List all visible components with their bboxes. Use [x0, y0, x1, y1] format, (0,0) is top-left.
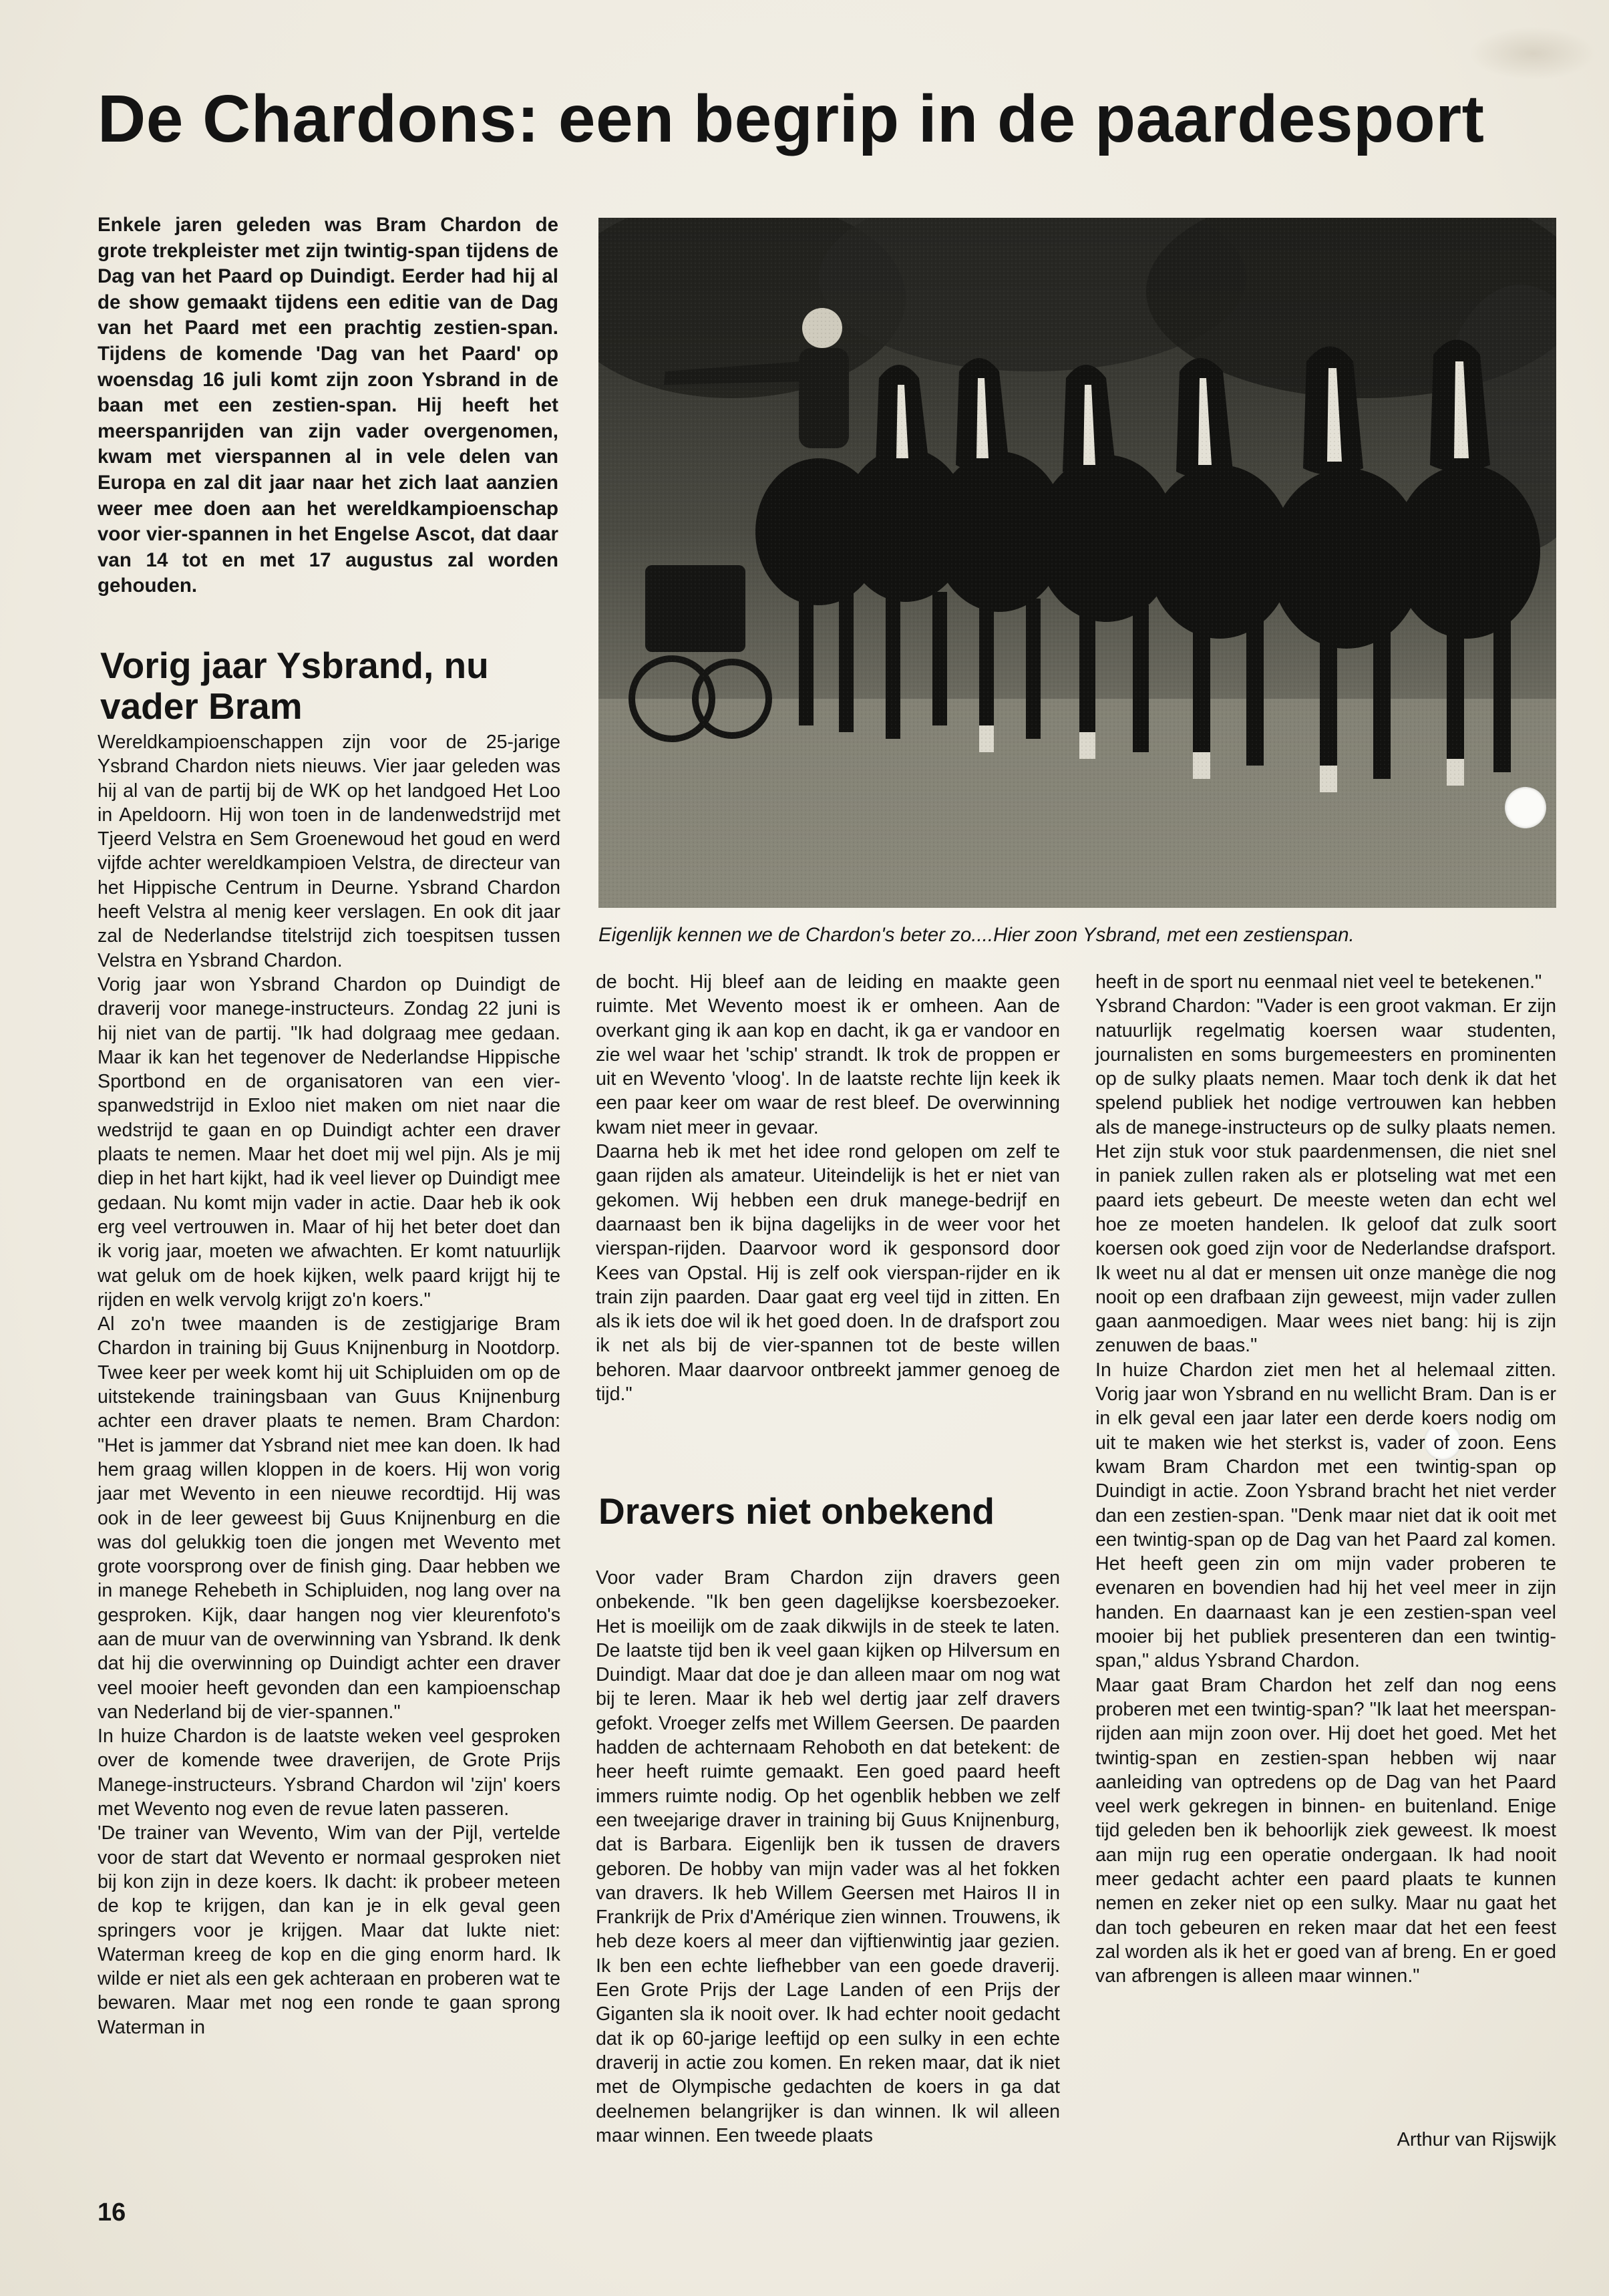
- paper-stain: [1469, 27, 1596, 80]
- paragraph: In huize Chardon is de laatste weken veel gesproken over de komende twee draverijen, de Grote Prijs Manege-instructeurs. Ysbrand Chardon wil 'zijn' koers met Wevento nog even de revue laten passeren.: [98, 1726, 560, 1820]
- photo-caption: Eigenlijk kennen we de Chardon's beter zo....Hier zoon Ysbrand, met een zestienspan.: [598, 924, 1355, 946]
- paragraph: de bocht. Hij bleef aan de leiding en maakte geen ruimte. Met Wevento moest ik er omheen. Aan de overkant ging ik aan kop en dacht, ik ga er vandoor en zie wel waar het 'schip' strandt. Ik trok de proppen er uit en Wevento 'vloog'. In de laatste rechte lijn keek ik een paar keer om waar de rest bleef. De overwinning kwam niet meer in gevaar.: [596, 971, 1060, 1138]
- paragraph: Voor vader Bram Chardon zijn dravers geen onbekende. "Ik ben geen dagelijkse koersbezoeker. Het is moeilijk om de zaak dikwijls in de steek te laten. De laatste tijd ben ik veel gaan kijken op Hilversum en Duindigt. Maar dat doe je dan alleen maar om nog wat bij te leren. Maar ik heb wel dertig jaar zelf dravers gefokt. Vroeger zelfs met Willem Geersen. De paarden hadden de achternaam Rehoboth en dat betekent: de heer heeft ruimte gemaakt. Een goed paard heeft immers ruimte nodig. Op het ogenblik hebben we zelf een tweejarige draver in training bij Guus Knijnenburg, dat is Barbara. Eigenlijk ben ik tussen de dravers geboren. De hobby van mijn vader was al het fokken van dravers. Ik heb Willem Geersen met Hairos II in Frankrijk de Prix d'Amérique zien winnen. Trouwens, ik heb deze koers al meer dan vijftienwintig jaar gezien. Ik ben een echte liefhebber van een goede draverij. Een Grote Prijs der Lage Landen of een Prijs der Giganten sla ik nooit over. Ik had echter nooit gedacht dat ik op 60-jarige leeftijd op een sulky in een echte draverij in actie zou komen. En reken maar, dat ik niet met de Olympische gedachten de koers in ga dat deelnemen belangrijker is dan winnen. Ik wil alleen maar winnen. Een tweede plaats: [596, 1567, 1060, 2146]
- paragraph: 'De trainer van Wevento, Wim van der Pijl, vertelde voor de start dat Wevento er normaal gesproken niet bij kon zijn in deze koers. Ik dacht: ik probeer meteen de kop te krijgen, dan kan je in elk geval geen springers voor je krijgen. Maar dat lukte niet: Waterman kreeg de kop en die ging enorm hard. Ik wilde er niet als een gek achteraan en proberen wat te bewaren. Maar met nog een ronde te gaan sprong Waterman in: [98, 1822, 560, 2038]
- column-1: [98, 730, 560, 2039]
- paragraph: Al zo'n twee maanden is de zestigjarige Bram Chardon in training bij Guus Knijnenburg in Nootdorp. Twee keer per week komt hij uit Schipluiden om op de uitstekende trainingsbaan van Guus Knijnenburg achter een draver plaats te nemen. Bram Chardon: "Het is jammer dat Ysbrand niet mee kan doen. Ik had hem graag willen kloppen in de koers. Hij won vorig jaar met Wevento in een nieuwe recordtijd. Hij was ook in de leer geweest bij Guus Knijnenburg en die was dol gelukkig toen die jongen met Wevento met grote voorsprong over de finish ging. Daar hebben we in manege Rehebeth in Schipluiden, nog lang over na gesproken. Kijk, daar hangen nog vier kleurenfoto's aan de muur van de overwinning van Ysbrand. Ik denk dat hij die overwinning op Duindigt achter een draver veel mooier heeft gevonden dan een kampioenschap van Nederland bij de vier-spannen.": [98, 1313, 560, 1723]
- horse-team-photo: [598, 218, 1556, 908]
- paragraph: Wereldkampioenschappen zijn voor de 25-jarige Ysbrand Chardon niets nieuws. Vier jaar geleden was hij al van de partij bij de WK op het landgoed Het Loo in Apeldoorn. Hij won toen in de landenwedstrijd met Tjeerd Velstra en Sem Groenewoud het goud en werd vijfde achter wereldkampioen Velstra, de directeur van het Hippische Centrum in Deurne. Ysbrand Chardon heeft Velstra al menig keer verslagen. En ook dit jaar zal de Nederlandse titelstrijd zich toespitsen tussen Velstra en Ysbrand Chardon.: [98, 731, 560, 971]
- paragraph: Maar gaat Bram Chardon het zelf dan nog eens proberen met een twintig-span? "Ik laat het meerspan-rijden aan mijn zoon over. Hij doet het goed. Met het twintig-span en zestien-span hebben wij naar aanleiding van optredens op de Dag van het Paard veel werk gekregen in binnen- en buitenland. Enige tijd geleden ben ik behoorlijk ziek geweest. Ik moest aan mijn rug een operatie ondergaan. Ik had nooit meer gedacht achter een paard plaats te kunnen nemen en zeker niet op een sulky. Maar nu gaat het dan toch gebeuren en reken maar dat het een feest zal worden als ik het er goed van af breng. En er goed van afbrengen is alleen maar winnen.": [1095, 1674, 1556, 1987]
- column-2-continued: [596, 1566, 1060, 2148]
- paragraph: Ysbrand Chardon: "Vader is een groot vakman. Er zijn natuurlijk regelmatig koersen waar studenten, journalisten en soms burgemeesters en prominenten op de sulky plaats nemen. Maar toch denk ik dat het spelend publiek het nodige vertrouwen kan hebben als de manege-instructeurs op de sulky plaats nemen. Het zijn stuk voor stuk paardenmensen, die niet snel in paniek zullen raken als er plotseling wat met een paard iets gebeurt. De meeste weten dan echt wel hoe ze moeten handelen. Ik geloof dat zulk soort koersen ook goed zijn voor de Nederlandse drafsport. Ik weet nu al dat er mensen uit onze manège die nog nooit op een drafbaan zijn geweest, mijn vader zullen gaan aanmoedigen. Maar wees niet bang: hij is zijn zenuwen de baas.": [1095, 995, 1556, 1357]
- subheading-vorig-jaar: Vorig jaar Ysbrand, nu vader Bram: [100, 645, 489, 727]
- page-number: 16: [98, 2198, 126, 2227]
- paragraph: heeft in de sport nu eenmaal niet veel te betekenen.": [1095, 971, 1542, 993]
- punch-hole: [1505, 787, 1546, 828]
- photo-illustration: [598, 218, 1556, 908]
- column-2: [596, 970, 1060, 1406]
- article-lead: Enkele jaren geleden was Bram Chardon de grote trekpleister met zijn twintig-span tijdens de Dag van het Paard op Duindigt. Eerder had hij al de show gemaakt tijdens een editie van de Dag van het Paard met een prachtig zestien-span. Tijdens de komende 'Dag van het Paard' op woensdag 16 juli komt zijn zoon Ysbrand in de baan met een zestien-span. Hij heeft het meerspanrijden van zijn vader overgenomen, kwam met vierspannen al in vele delen van Europa en zal dit jaar naar het zich laat aanzien weer mee doen aan het wereldkampioenschap voor vier-spannen in het Engelse Ascot, dat daar van 14 tot en met 17 augustus zal worden gehouden.: [98, 214, 558, 597]
- article-headline: De Chardons: een begrip in de paardesport: [98, 81, 1485, 156]
- column-3: [1095, 970, 1556, 1988]
- subheading-dravers: Dravers niet onbekend: [598, 1490, 995, 1532]
- author-byline: Arthur van Rijswijk: [1397, 2129, 1556, 2150]
- paragraph: In huize Chardon ziet men het al helemaal zitten. Vorig jaar won Ysbrand en nu wellicht Bram. Dan is er in elk geval een jaar later een derde koers nodig om uit te maken wie het sterkst is, vader of zoon. Eens kwam Bram Chardon met een twintig-span op Duindigt in actie. Zoon Ysbrand bracht het niet verder dan een zestien-span. "Denk maar niet dat ik ooit met een twintig-span op de Dag van het Paard zal komen. Het heeft geen zin om mijn vader proberen te evenaren en bovendien had hij het veel meer in zijn handen. En daarnaast kan je een zestien-span veel mooier bij het publiek presenteren dan een twintig-span," aldus Ysbrand Chardon.: [1095, 1359, 1556, 1672]
- paragraph: Daarna heb ik met het idee rond gelopen om zelf te gaan rijden als amateur. Uiteindelijk is het er niet van gekomen. Wij hebben een druk manege-bedrijf en daarnaast ben ik bijna dagelijks in de weer voor het vierspan-rijden. Daarvoor word ik gesponsord door Kees van Opstal. Hij is zelf ook vierspan-rijder en ik train zijn paarden. Daar gaat erg veel tijd in zitten. En als ik iets doe wil ik het goed doen. In de drafsport zou ik net als bij de vier-spannen tot de beste willen behoren. Maar daarvoor ontbreekt jammer genoeg de tijd.": [596, 1141, 1060, 1406]
- paragraph: Vorig jaar won Ysbrand Chardon op Duindigt de draverij voor manege-instructeurs. Zondag 22 juni is hij niet van de partij. "Ik had dolgraag mee gedaan. Maar ik kan het tegenover de Nederlandse Hippische Sportbond en de organisatoren van een vier-spanwedstrijd in Exloo niet maken om niet naar die wedstrijd te gaan en op Duindigt achter een draver plaats te nemen. Maar het doet mij wel pijn. Als je mij diep in het hart kijkt, had ik veel liever op Duindigt mee gedaan. Nu komt mijn vader in actie. Daar heb ik ook erg veel vertrouwen in. Maar of hij het beter doet dan ik vorig jaar, moeten we afwachten. Er komt natuurlijk wat geluk om de hoek kijken, welk paard krijgt hij te rijden en welk vervolg krijgt zo'n koers.": [98, 973, 560, 1311]
